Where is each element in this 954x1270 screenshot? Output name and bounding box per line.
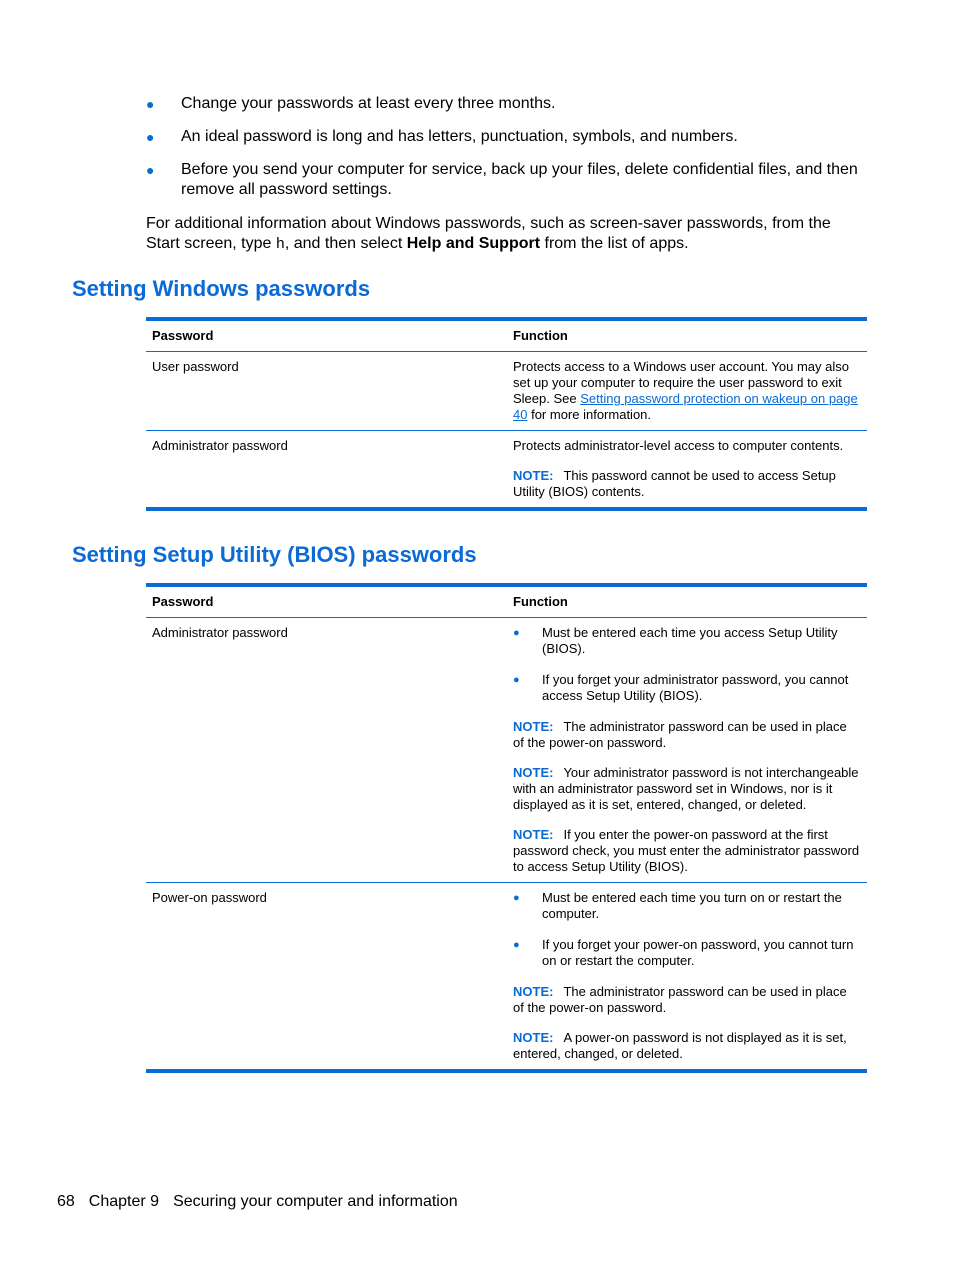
page-footer [57, 1192, 472, 1212]
list-item-text: Must be entered each time you turn on or restart the computer. [542, 890, 842, 921]
list-item-text: Change your passwords at least every three months. [181, 95, 556, 112]
note-text: The administrator password can be used in place of the power-on password. [513, 984, 847, 1015]
list-item-text: An ideal password is long and has letters, punctuation, symbols, and numbers. [181, 128, 738, 145]
note-text: A power-on password is not displayed as it is set, entered, changed, or deleted. [513, 1030, 847, 1061]
password-tips-list [146, 94, 868, 213]
note-label: NOTE: [513, 765, 554, 780]
column-header-password: Password [146, 319, 507, 352]
note [513, 1030, 861, 1062]
table-row [146, 883, 867, 1072]
function-cell [507, 883, 867, 1072]
list-item [146, 94, 868, 114]
bullet-icon: ● [146, 129, 155, 145]
function-cell [507, 352, 867, 431]
function-text: for more information. [527, 407, 652, 422]
note [513, 984, 861, 1016]
bullet-icon: ● [513, 892, 520, 904]
note [513, 765, 861, 813]
wakeup-password-link[interactable]: Setting password protection on wakeup on page 40 [513, 391, 858, 422]
list-item-text: If you forget your administrator password, you cannot access Setup Utility (BIOS). [542, 672, 849, 703]
note-text: If you enter the power-on password at the first password check, you must enter the administrator password to access Setup Utility (BIOS). [513, 827, 860, 874]
function-cell [507, 618, 867, 883]
list-item [513, 890, 861, 922]
list-item [513, 625, 861, 657]
list-item [146, 127, 868, 147]
note [513, 468, 861, 500]
page-number: 68 [57, 1193, 75, 1210]
password-name: User password [146, 352, 507, 431]
bullet-icon: ● [513, 939, 520, 951]
intro-bold: Help and Support [406, 235, 541, 252]
note [513, 719, 861, 751]
list-item-text: Before you send your computer for service, back up your files, delete confidential files, and then remove all password settings. [181, 161, 858, 198]
intro-text: For additional information about Windows passwords, such as screen-saver passwords, from the Start screen, type [146, 215, 831, 252]
windows-passwords-table [146, 317, 867, 511]
note-text: Your administrator password is not interchangeable with an administrator password set in Windows, nor is it displayed as it is set, entered, changed, or deleted. [513, 765, 859, 812]
table-header-row [146, 319, 867, 352]
intro-text: from the list of apps. [540, 235, 689, 252]
list-item [146, 160, 868, 200]
note [513, 827, 861, 875]
bullet-icon: ● [513, 627, 520, 639]
intro-text: , and then select [284, 235, 407, 252]
intro-code: h [275, 236, 285, 253]
table-row [146, 431, 867, 510]
note-label: NOTE: [513, 1030, 554, 1045]
note-label: NOTE: [513, 719, 554, 734]
password-name: Administrator password [152, 438, 288, 453]
function-cell [507, 431, 867, 510]
list-item [513, 672, 861, 704]
column-header-function: Function [507, 319, 867, 352]
list-item [513, 937, 861, 969]
note-label: NOTE: [513, 984, 554, 999]
note-text: The administrator password can be used in place of the power-on password. [513, 719, 847, 750]
intro-paragraph [146, 214, 868, 255]
function-text: Protects access to a Windows user account. You may also set up your computer to require the user password to exit Sleep. See [513, 359, 850, 406]
column-header-function: Function [507, 585, 867, 618]
function-text: Protects administrator-level access to computer contents. [513, 438, 844, 453]
note-text: This password cannot be used to access Setup Utility (BIOS) contents. [513, 468, 836, 499]
column-header-password: Password [146, 585, 507, 618]
password-name: Administrator password [146, 618, 507, 883]
table-row [146, 352, 867, 431]
list-item-text: Must be entered each time you access Setup Utility (BIOS). [542, 625, 838, 656]
section-heading-windows-passwords: Setting Windows passwords [72, 276, 371, 301]
bullet-icon: ● [146, 96, 155, 112]
bullet-icon: ● [146, 162, 155, 178]
section-heading-bios-passwords: Setting Setup Utility (BIOS) passwords [72, 542, 477, 567]
table-header-row [146, 585, 867, 618]
note-label: NOTE: [513, 468, 554, 483]
list-item-text: If you forget your power-on password, you cannot turn on or restart the computer. [542, 937, 854, 968]
chapter-title: Securing your computer and information [173, 1193, 458, 1210]
password-name: Power-on password [152, 890, 267, 905]
bios-passwords-table [146, 583, 867, 1073]
table-row [146, 618, 867, 883]
bullet-icon: ● [513, 674, 520, 686]
note-label: NOTE: [513, 827, 554, 842]
chapter-label: Chapter 9 [88, 1193, 160, 1210]
